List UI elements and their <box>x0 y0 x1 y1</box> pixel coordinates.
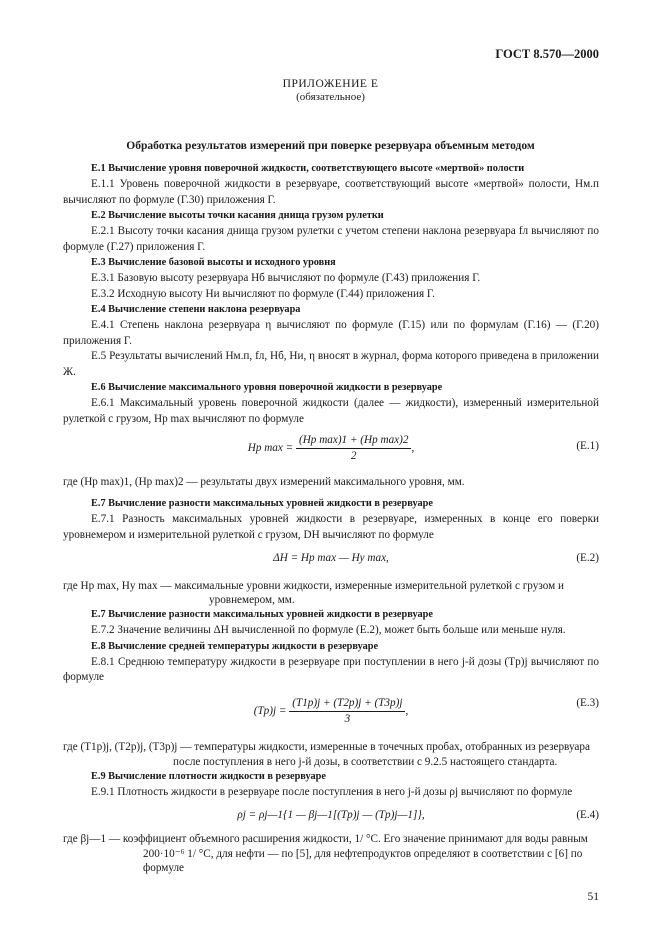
section-e6-title: Е.6 Вычисление максимального уровня поверочной жидкости в резервуаре <box>91 382 443 393</box>
appendix-subtitle: (обязательное) <box>296 91 365 103</box>
section-e3-title: Е.3 Вычисление базовой высоты и исходного уровня <box>91 257 336 268</box>
paragraph-e5: Е.5 Результаты вычислений Hм.п, fл, Hб, Hи, η вносят в журнал, форма которого приведена в приложении Ж. <box>63 350 599 378</box>
where-e6: где (Hp max)1, (Hp max)2 — результаты двух измерений максимального уровня, мм. <box>63 476 465 488</box>
formula-e2 <box>63 549 599 573</box>
paragraph-e4-1: Е.4.1 Степень наклона резервуара η вычисляют по формуле (Г.15) или по формулам (Г.16) — (Г.20) приложения Г. <box>63 319 599 347</box>
formula-e1: Hp max = $\frac{\text{(Hp max)1 + (Hp max)2}}{2}$ , (Е.1) <box>63 431 599 471</box>
formula-e3: (Tp)j = $\frac{(T1p)j + (T2p)j + (T3p)j}{3}$ , (Е.3) <box>63 694 599 734</box>
formula-e3-lhs: (Tp)j = <box>253 704 287 717</box>
paragraph-e3-2: Е.3.2 Исходную высоту Hи вычисляют по формуле (Г.44) приложения Г. <box>91 287 435 300</box>
section-e2-title: Е.2 Вычисление высоты точки касания днища грузом рулетки <box>91 210 384 221</box>
paragraph-e2-1: Е.2.1 Высоту точки касания днища грузом рулетки с учетом степени наклона резервуара fл вычисляют по формуле (Г.27) приложения Г. <box>63 225 599 253</box>
formula-e2-body: ΔH = Hp max — Hy max, <box>273 552 389 564</box>
formula-e1-number: (Е.1) <box>576 440 599 452</box>
formula-e3-numerator: (T1p)j + (T2p)j + (T3p)j <box>289 696 405 712</box>
where-e8-b: после поступления в него j-й дозы, в соответствии с 9.2.5 настоящего стандарта. <box>173 755 558 768</box>
paragraph-e7-1: Е.7.1 Разность максимальных уровней жидкости в резервуаре, измеренных в конце его поверки уровнемером и измерительной рулеткой с грузом, DH вычисляют по формуле <box>63 513 599 541</box>
content-body <box>63 161 599 875</box>
section-e4-title: Е.4 Вычисление степени наклона резервуара <box>91 304 301 315</box>
section-e7b-title: Е.7 Вычисление разности максимальных уровней жидкости в резервуаре <box>91 609 433 620</box>
paragraph-e6-1: Е.6.1 Максимальный уровень поверочной жидкости (далее — жидкости), измеренный измерительной рулеткой с грузом, Hp max вычисляют по формуле <box>63 397 599 425</box>
where-e9-b: 200·10⁻⁶ 1/ °С, для нефти — по [5], для нефтепродуктов определяют в соответствии с [6] по формуле <box>143 848 583 874</box>
section-e1-title: Е.1 Вычисление уровня поверочной жидкости, соответствующего высоте «мертвой» полости <box>91 163 525 174</box>
section-e7-title: Е.7 Вычисление разности максимальных уровней жидкости в резервуаре <box>91 498 433 509</box>
where-e9-a: где βj—1 — коэффициент объемного расширения жидкости, 1/ °С. Его значение принимают для воды равным <box>63 833 588 845</box>
formula-e2-number: (Е.2) <box>576 552 599 564</box>
page-number: 51 <box>587 891 599 903</box>
formula-e1-fraction <box>296 433 411 464</box>
where-e8-a: где (T1p)j, (T2p)j, (T3p)j — температуры жидкости, измеренные в точечных пробах, отобранных из резервуара <box>63 740 590 753</box>
standard-header: ГОСТ 8.570—2000 <box>495 47 599 61</box>
paragraph-e8-1: Е.8.1 Среднюю температуру жидкости в резервуаре при поступлении в него j-й дозы (Tp)j вычисляют по формуле <box>63 655 599 683</box>
formula-e4 <box>63 806 599 828</box>
formula-e3-fraction <box>289 696 405 727</box>
formula-e1-numerator: (Hp max)1 + (Hp max)2 <box>296 433 411 449</box>
formula-e4-body: ρj = ρj—1{1 — βj—1[(Tp)j — (Tp)j—1]}, <box>237 809 425 821</box>
formula-e3-denominator: 3 <box>344 712 351 725</box>
where-e7-b: уровнемером, мм. <box>209 594 295 606</box>
paragraph-e3-1: Е.3.1 Базовую высоту резервуара Hб вычисляют по формуле (Г.43) приложения Г. <box>91 272 481 284</box>
paragraph-e1-1: Е.1.1 Уровень поверочной жидкости в резервуаре, соответствующий высоте «мертвой» полости, Hм.п вычисляют по формуле (Г.30) приложения Г. <box>63 178 599 206</box>
appendix-title: ПРИЛОЖЕНИЕ Е <box>282 78 379 90</box>
paragraph-e9-1: Е.9.1 Плотность жидкости в резервуаре после поступления в него j-й дозы ρj вычисляют по формуле <box>91 785 573 798</box>
section-e8-title: Е.8 Вычисление средней температуры жидкости в резервуаре <box>91 640 379 652</box>
main-title: Обработка результатов измерений при поверке резервуара объемным методом <box>126 140 535 152</box>
section-e9-title: Е.9 Вычисление плотности жидкости в резервуаре <box>91 770 326 782</box>
formula-e1-denominator: 2 <box>350 450 357 463</box>
formula-e3-number: (Е.3) <box>576 696 599 709</box>
formula-e1-lhs: Hp max = <box>247 442 294 455</box>
formula-e4-number: (Е.4) <box>576 809 599 821</box>
where-e7-a: где Hp max, Hy max — максимальные уровни жидкости, измеренные измерительной рулеткой с грузом и <box>63 580 564 592</box>
paragraph-e7-2: Е.7.2 Значение величины ΔH вычисленной по формуле (Е.2), может быть больше или меньше нуля. <box>91 624 566 636</box>
